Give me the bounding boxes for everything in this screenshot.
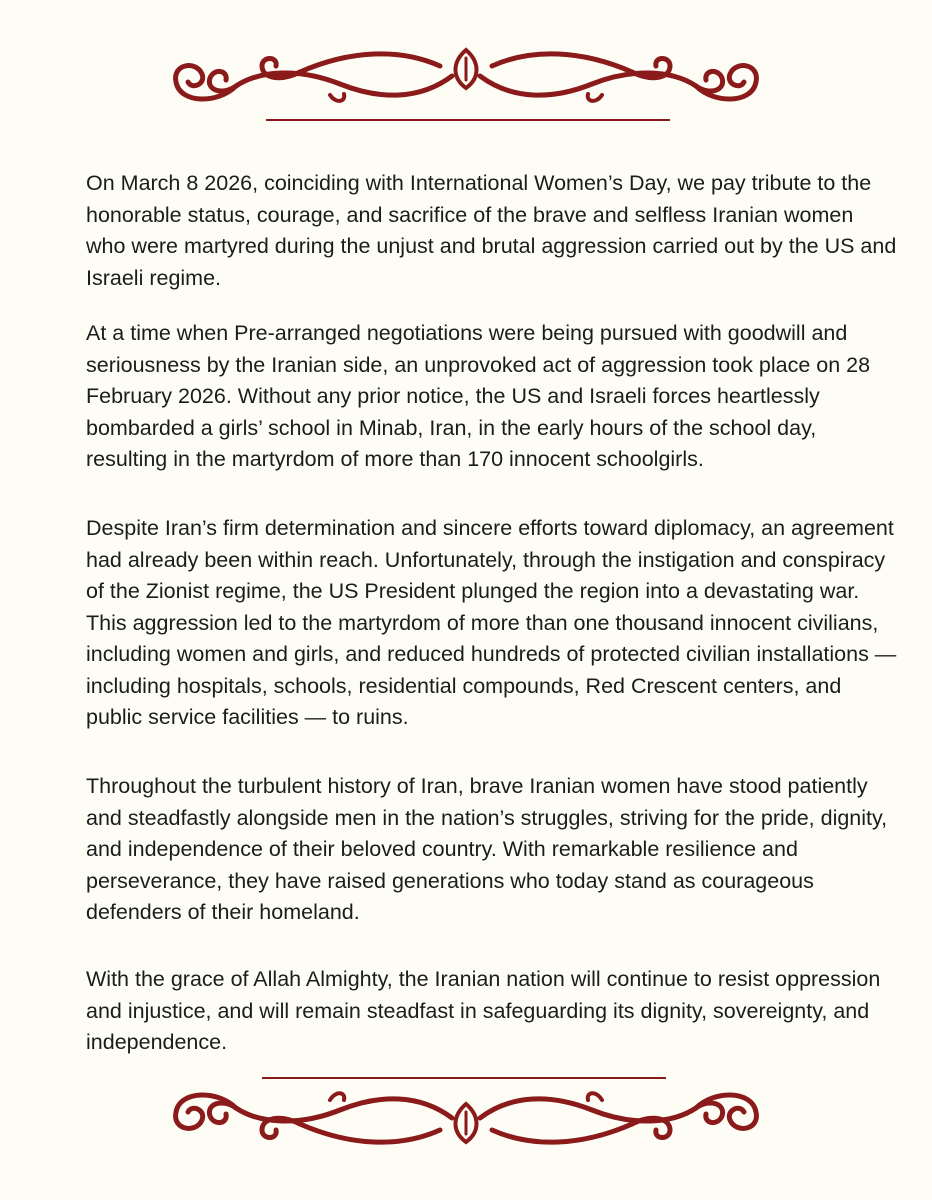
paragraph-minab-attack: At a time when Pre-arranged negotiations were being pursued with goodwill and seriousness by the Iranian side, an unprovoked act of aggression took place on 28 February 2026. Without any prior notice, the US and Israeli forces heartlessly bombarded a girls’ school in Minab, Iran, in the early hours of the school day, resulting in the martyrdom of more than 170 innocent schoolgirls. <box>86 321 871 471</box>
bottom-ornament-divider <box>0 1060 932 1200</box>
paragraph-tribute: On March 8 2026, coinciding with International Women’s Day, we pay tribute to the honorable status, courage, and sacrifice of the brave and selfless Iranian women who were martyred during the unjust and brutal aggression carried out by the US and Israeli regime. <box>86 171 897 290</box>
scroll-flourish-icon <box>0 0 932 140</box>
paragraph-iranian-women: Throughout the turbulent history of Iran, brave Iranian women have stood patiently and steadfastly alongside men in the nation’s struggles, striving for the pride, dignity, and independence of their beloved country. With remarkable resilience and perseverance, they have raised generations who today stand as courageous defenders of their homeland. <box>86 774 888 924</box>
paragraph-diplomacy: Despite Iran’s firm determination and sincere efforts toward diplomacy, an agreement had already been within reach. Unfortunately, through the instigation and conspiracy of the Zionist regime, the US President plunged the region into a devastating war. This aggression led to the martyrdom of more than one thousand innocent civilians, including women and girls, and reduced hundreds of protected civilian installations — including hospitals, schools, residential compounds, Red Crescent centers, and public service facilities — to ruins. <box>86 516 897 729</box>
top-ornament-divider <box>0 0 932 140</box>
paragraph-resistance: With the grace of Allah Almighty, the Iranian nation will continue to resist oppression and injustice, and will remain steadfast in safeguarding its dignity, sovereignty, and independence. <box>86 967 881 1054</box>
scroll-flourish-icon <box>0 1060 932 1200</box>
